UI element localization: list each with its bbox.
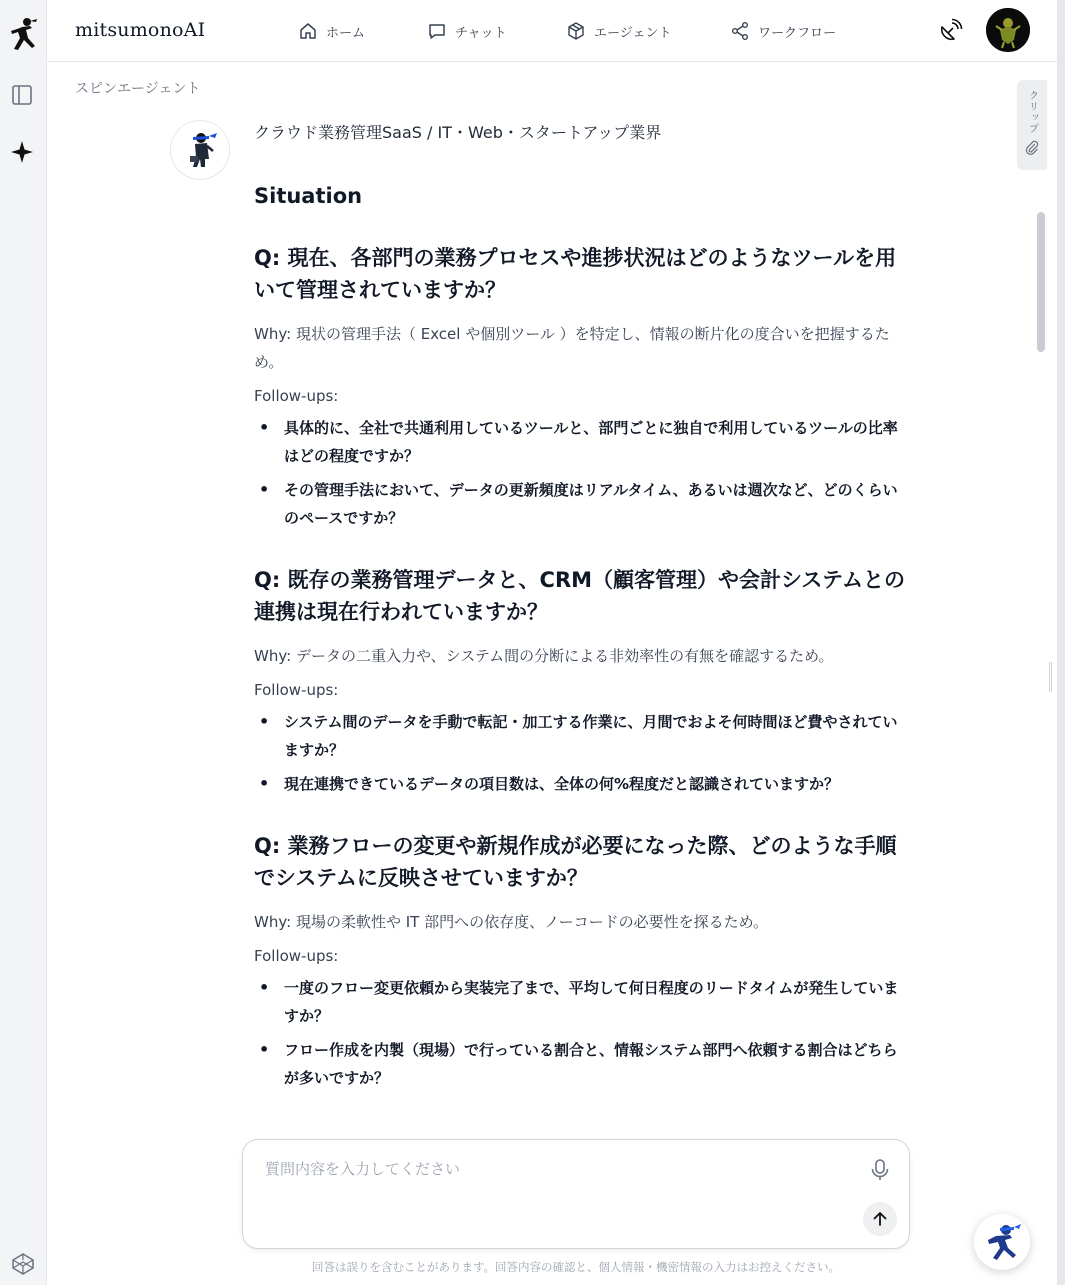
question-block	[254, 830, 910, 1092]
chat-icon	[427, 21, 447, 41]
followup-item: • 具体的に、全社で共通利用しているツールと、部門ごとに独自で利用しているツールの比率はどの程度ですか？	[254, 414, 910, 470]
assistant-fab[interactable]	[974, 1214, 1030, 1270]
disclaimer-text: 回答は誤りを含むことがあります。回答内容の確認と、個人情報・機密情報の入力はお控えください。	[311, 1260, 841, 1274]
agent-avatar	[170, 120, 230, 180]
message-input[interactable]	[265, 1158, 845, 1188]
nav-agent[interactable]	[566, 19, 671, 43]
sidebar-panel-icon[interactable]	[11, 84, 33, 106]
paperclip-icon	[1024, 140, 1040, 156]
followups-list	[254, 708, 910, 798]
ninja-assistant-icon	[974, 1214, 1030, 1270]
ninja-agent-icon	[171, 121, 230, 180]
codepen-cube-icon[interactable]	[11, 1252, 35, 1276]
home-icon	[298, 21, 318, 41]
left-rail	[0, 0, 47, 1285]
microphone-icon[interactable]	[869, 1158, 891, 1182]
followups-label: Follow-ups:	[254, 681, 339, 699]
ninja-logo-icon[interactable]	[8, 16, 38, 52]
question-heading: Q: 業務フローの変更や新規作成が必要になった際、どのような手順でシステムに反映させていますか？	[254, 834, 897, 890]
send-button[interactable]	[863, 1202, 897, 1236]
section-heading: Situation	[254, 184, 363, 208]
question-block	[254, 564, 910, 798]
top-header	[47, 0, 1057, 62]
breadcrumb[interactable]: スピンエージェント	[75, 81, 201, 97]
nav-agent-label: エージェント	[594, 25, 672, 41]
window-scrollbar[interactable]	[1057, 0, 1065, 1285]
share-nodes-icon	[730, 21, 750, 41]
clip-tab[interactable]	[1017, 80, 1047, 170]
satellite-dish-icon[interactable]	[937, 18, 963, 44]
user-avatar[interactable]	[986, 8, 1030, 52]
question-why: Why: 現状の管理手法（ Excel や個別ツール ）を特定し、情報の断片化の度合いを把握するため。	[254, 325, 890, 371]
nav-home[interactable]	[298, 19, 365, 43]
question-heading: Q: 現在、各部門の業務プロセスや進捗状況はどのようなツールを用いて管理されていますか？	[254, 246, 897, 302]
followups-list	[254, 974, 910, 1092]
resize-handle[interactable]	[1049, 662, 1052, 692]
nav-home-label: ホーム	[326, 25, 366, 41]
followup-item: • システム間のデータを手動で転記・加工する作業に、月間でおよそ何時間ほど費やされていますか？	[254, 708, 910, 764]
question-why: Why: 現場の柔軟性や IT 部門への依存度、ノーコードの必要性を探るため。	[254, 913, 769, 931]
question-why: Why: データの二重入力や、システム間の分断による非効率性の有無を確認するため。	[254, 647, 834, 665]
clip-tab-label: クリップ	[1026, 90, 1038, 134]
nav-chat-label: チャット	[455, 25, 507, 41]
agent-message	[254, 121, 910, 1098]
sparkle-icon[interactable]	[10, 140, 34, 164]
followup-item: • 一度のフロー変更依頼から実装完了まで、平均して何日程度のリードタイムが発生していますか？	[254, 974, 910, 1030]
followup-item: • 現在連携できているデータの項目数は、全体の何%程度だと認識されていますか？	[254, 770, 910, 798]
chat-composer[interactable]	[242, 1139, 910, 1249]
user-avatar-image-icon	[986, 8, 1030, 52]
followups-list	[254, 414, 910, 532]
followups-label: Follow-ups:	[254, 947, 339, 965]
nav-workflow[interactable]	[730, 19, 836, 43]
followup-item: • フロー作成を内製（現場）で行っている割合と、情報システム部門へ依頼する割合はどちらが多いですか？	[254, 1036, 910, 1092]
cube-icon	[566, 21, 586, 41]
content-scrollbar-thumb[interactable]	[1037, 212, 1045, 352]
arrow-up-icon	[871, 1210, 889, 1228]
nav-workflow-label: ワークフロー	[758, 25, 837, 41]
nav-chat[interactable]	[427, 19, 507, 43]
industry-subtitle: クラウド業務管理SaaS / IT・Web・スタートアップ業界	[254, 123, 662, 142]
question-block	[254, 242, 910, 532]
followup-item: • その管理手法において、データの更新頻度はリアルタイム、あるいは週次など、どのくらいのペースですか？	[254, 476, 910, 532]
brand-logo-text[interactable]: mitsumonoAI	[75, 19, 206, 41]
question-heading: Q: 既存の業務管理データと、CRM（顧客管理）や会計システムとの連携は現在行われていますか？	[254, 568, 905, 624]
followups-label: Follow-ups:	[254, 387, 339, 405]
